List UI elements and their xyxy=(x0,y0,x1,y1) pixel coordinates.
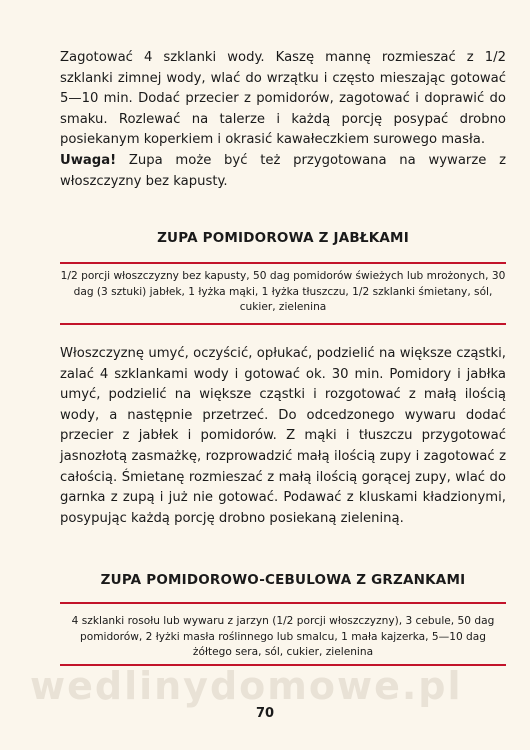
page-number: 70 xyxy=(255,706,275,721)
recipe1-title: ZUPA POMIDOROWA Z JABŁKAMI xyxy=(157,230,409,246)
recipe2-bottom-rule xyxy=(60,664,506,666)
recipe2-ingredients: 4 szklanki rosołu lub wywaru z jarzyn (1/2 porcji włoszczyzny), 3 cebule, 50 dag pomidorów, 2 łyżki masła roślinnego lub smalcu, 1 mała kajzerka, 5—10 dag żółtego sera, sól, cukier, zielenina xyxy=(71,615,495,659)
recipe1-ingredients: 1/2 porcji włoszczyzny bez kapusty, 50 dag pomidorów świeżych lub mrożonych, 30 dag (3 sztuki) jabłek, 1 łyżka mąki, 1 łyżka tłuszczu, 1/2 szklanki śmietany, sól, cukier, zielenina xyxy=(60,270,506,314)
recipe2-top-rule xyxy=(60,602,506,604)
watermark: wedlinydomowe.pl xyxy=(30,664,463,708)
intro-paragraph xyxy=(60,48,506,192)
recipe1-bottom-rule xyxy=(60,323,506,325)
recipe1-method: Włoszczyznę umyć, oczyścić, opłukać, podzielić na większe cząstki, zalać 4 szklankami wody i gotować ok. 30 min. Pomidory i jabłka umyć, podzielić na większe cząstki i rozgotować z małą ilością wody, a następnie przetrzeć. Do odcedzonego wywaru dodać przecier z jabłek i pomidorów. Z mąki i tłuszczu przygotować jasnozłotą zasmażkę, rozprowadzić małą ilością zupy i zagotować z całością. Śmietanę rozmieszać z małą ilością gorącej zupy, wlać do garnka z zupą i już nie gotować. Podawać z kluskami kładzionymi, posypując każdą porcję drobno posiekaną zieleniną. xyxy=(60,346,506,526)
recipe2-title: ZUPA POMIDOROWO-CEBULOWA Z GRZANKAMI xyxy=(100,572,466,588)
intro-body: Zagotować 4 szklanki wody. Kaszę mannę rozmieszać z 1/2 szklanki zimnej wody, wlać do wrzątku i często mieszając gotować 5—10 min. Dodać przecier z pomidorów, zagotować i doprawić do smaku. Rozlewać na talerze i każdą porcję posypać drobno posiekanym koperkiem i okrasić kawałeczkiem surowego masła. xyxy=(60,50,506,148)
warning-text: Zupa może być też przygotowana na wywarze z włoszczyzny bez kapusty. xyxy=(60,152,506,189)
intro-text xyxy=(60,48,506,192)
warning-label: Uwaga! xyxy=(60,152,117,168)
recipe1-top-rule xyxy=(60,262,506,264)
